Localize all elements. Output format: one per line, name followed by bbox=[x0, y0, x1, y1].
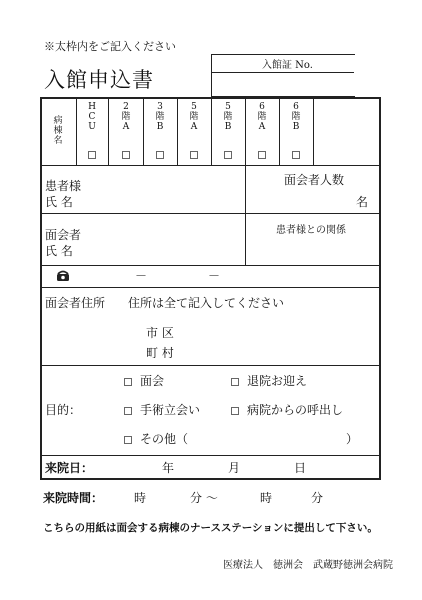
visit-time-minute1: 分 ～ bbox=[190, 491, 218, 505]
ward-column-char: 6 bbox=[293, 102, 299, 112]
visit-date-month: 月 bbox=[228, 461, 241, 475]
checkbox-icon bbox=[124, 407, 132, 415]
ward-column-char: B bbox=[156, 122, 164, 132]
ward-column-char: A bbox=[190, 122, 198, 132]
ward-checkbox-3[interactable] bbox=[190, 151, 198, 159]
instruction-note: ※太枠内をご記入ください bbox=[44, 40, 176, 53]
ward-col-line-1 bbox=[108, 97, 109, 165]
ward-column-0 bbox=[85, 102, 99, 132]
ward-column-char: H bbox=[88, 102, 96, 112]
visitor-count-label: 面会者人数 bbox=[284, 173, 345, 187]
phone-dash-2: － bbox=[208, 269, 221, 283]
ward-column-5 bbox=[255, 102, 269, 132]
divider-visitor bbox=[40, 265, 381, 266]
ward-column-char: B bbox=[224, 122, 232, 132]
visit-time-label: 来院時間： bbox=[43, 491, 104, 505]
visit-date-year: 年 bbox=[162, 461, 175, 475]
ward-column-char: 階 bbox=[155, 112, 165, 122]
divider-address bbox=[40, 365, 381, 366]
divider-wards bbox=[40, 165, 381, 166]
address-label: 面会者住所 bbox=[45, 296, 106, 310]
ward-column-char: 階 bbox=[291, 112, 301, 122]
ward-column-char: 5 bbox=[225, 102, 231, 112]
address-city-ward: 市 区 bbox=[146, 326, 174, 340]
ward-column-char: 階 bbox=[189, 112, 199, 122]
ward-column-char: 2 bbox=[123, 102, 129, 112]
pass-number-label: 入館証 No. bbox=[262, 60, 313, 71]
purpose-option-visit[interactable]: 面会 bbox=[124, 373, 164, 389]
address-instruction: 住所は全て記入してください bbox=[128, 296, 285, 310]
visit-date-label: 来院日： bbox=[45, 461, 94, 475]
ward-column-1 bbox=[119, 102, 133, 132]
divider-purpose bbox=[40, 455, 381, 456]
ward-column-char: 階 bbox=[223, 112, 233, 122]
ward-column-char: B bbox=[292, 122, 300, 132]
ward-column-2 bbox=[153, 102, 167, 132]
visitor-count-unit: 名 bbox=[356, 195, 369, 209]
pass-number-divider bbox=[211, 72, 354, 73]
ward-checkbox-6[interactable] bbox=[292, 151, 300, 159]
ward-column-4 bbox=[221, 102, 235, 132]
purpose-label: 目的： bbox=[45, 403, 82, 417]
hospital-footer: 医療法人 徳洲会 武蔵野徳洲会病院 bbox=[223, 560, 393, 571]
checkbox-icon bbox=[124, 378, 132, 386]
visitor-divider bbox=[245, 213, 246, 265]
ward-column-6 bbox=[289, 102, 303, 132]
ward-row-label: 病棟名 bbox=[53, 116, 63, 146]
checkbox-icon bbox=[124, 436, 132, 444]
phone-dash-1: － bbox=[135, 269, 148, 283]
ward-column-char: 6 bbox=[259, 102, 265, 112]
visit-date-day: 日 bbox=[294, 461, 307, 475]
visit-time-hour1: 時 bbox=[134, 491, 147, 505]
checkbox-icon bbox=[231, 378, 239, 386]
ward-column-char: A bbox=[122, 122, 130, 132]
ward-column-char: 5 bbox=[191, 102, 197, 112]
ward-col-line-6 bbox=[279, 97, 280, 165]
ward-col-line-2 bbox=[143, 97, 144, 165]
ward-checkbox-0[interactable] bbox=[88, 151, 96, 159]
ward-checkbox-2[interactable] bbox=[156, 151, 164, 159]
ward-col-line-7 bbox=[313, 97, 314, 165]
address-town-village: 町 村 bbox=[146, 346, 174, 360]
ward-col-line-3 bbox=[177, 97, 178, 165]
purpose-option-other[interactable]: その他（ bbox=[124, 431, 188, 447]
purpose-other-close: ） bbox=[346, 432, 359, 446]
form-title: 入館申込書 bbox=[44, 68, 154, 92]
ward-col-line-0 bbox=[76, 97, 77, 165]
ward-column-char: 階 bbox=[121, 112, 131, 122]
checkbox-icon bbox=[231, 407, 239, 415]
ward-column-char: A bbox=[258, 122, 266, 132]
ward-column-char: 3 bbox=[157, 102, 163, 112]
relation-label: 患者様との関係 bbox=[276, 225, 346, 236]
visitor-name-label: 面会者 氏 名 bbox=[45, 228, 82, 258]
visit-time-hour2: 時 bbox=[260, 491, 273, 505]
divider-patient bbox=[40, 213, 381, 214]
ward-column-char: C bbox=[88, 112, 96, 122]
ward-checkbox-1[interactable] bbox=[122, 151, 130, 159]
visit-time-minute2: 分 bbox=[311, 491, 324, 505]
submission-instructions: こちらの用紙は面会する病棟のナースステーションに提出して下さい。 bbox=[43, 522, 378, 534]
ward-column-char: 階 bbox=[257, 112, 267, 122]
phone-icon bbox=[56, 268, 70, 282]
ward-column-3 bbox=[187, 102, 201, 132]
purpose-option-called[interactable]: 病院からの呼出し bbox=[231, 402, 343, 418]
ward-checkbox-5[interactable] bbox=[258, 151, 266, 159]
ward-checkbox-4[interactable] bbox=[224, 151, 232, 159]
patient-name-label: 患者様 氏 名 bbox=[45, 179, 82, 209]
divider-phone bbox=[40, 287, 381, 288]
purpose-option-discharge[interactable]: 退院お迎え bbox=[231, 373, 307, 389]
ward-column-char: U bbox=[88, 122, 96, 132]
purpose-option-surgery[interactable]: 手術立会い bbox=[124, 402, 200, 418]
ward-col-line-4 bbox=[211, 97, 212, 165]
ward-col-line-5 bbox=[245, 97, 246, 165]
